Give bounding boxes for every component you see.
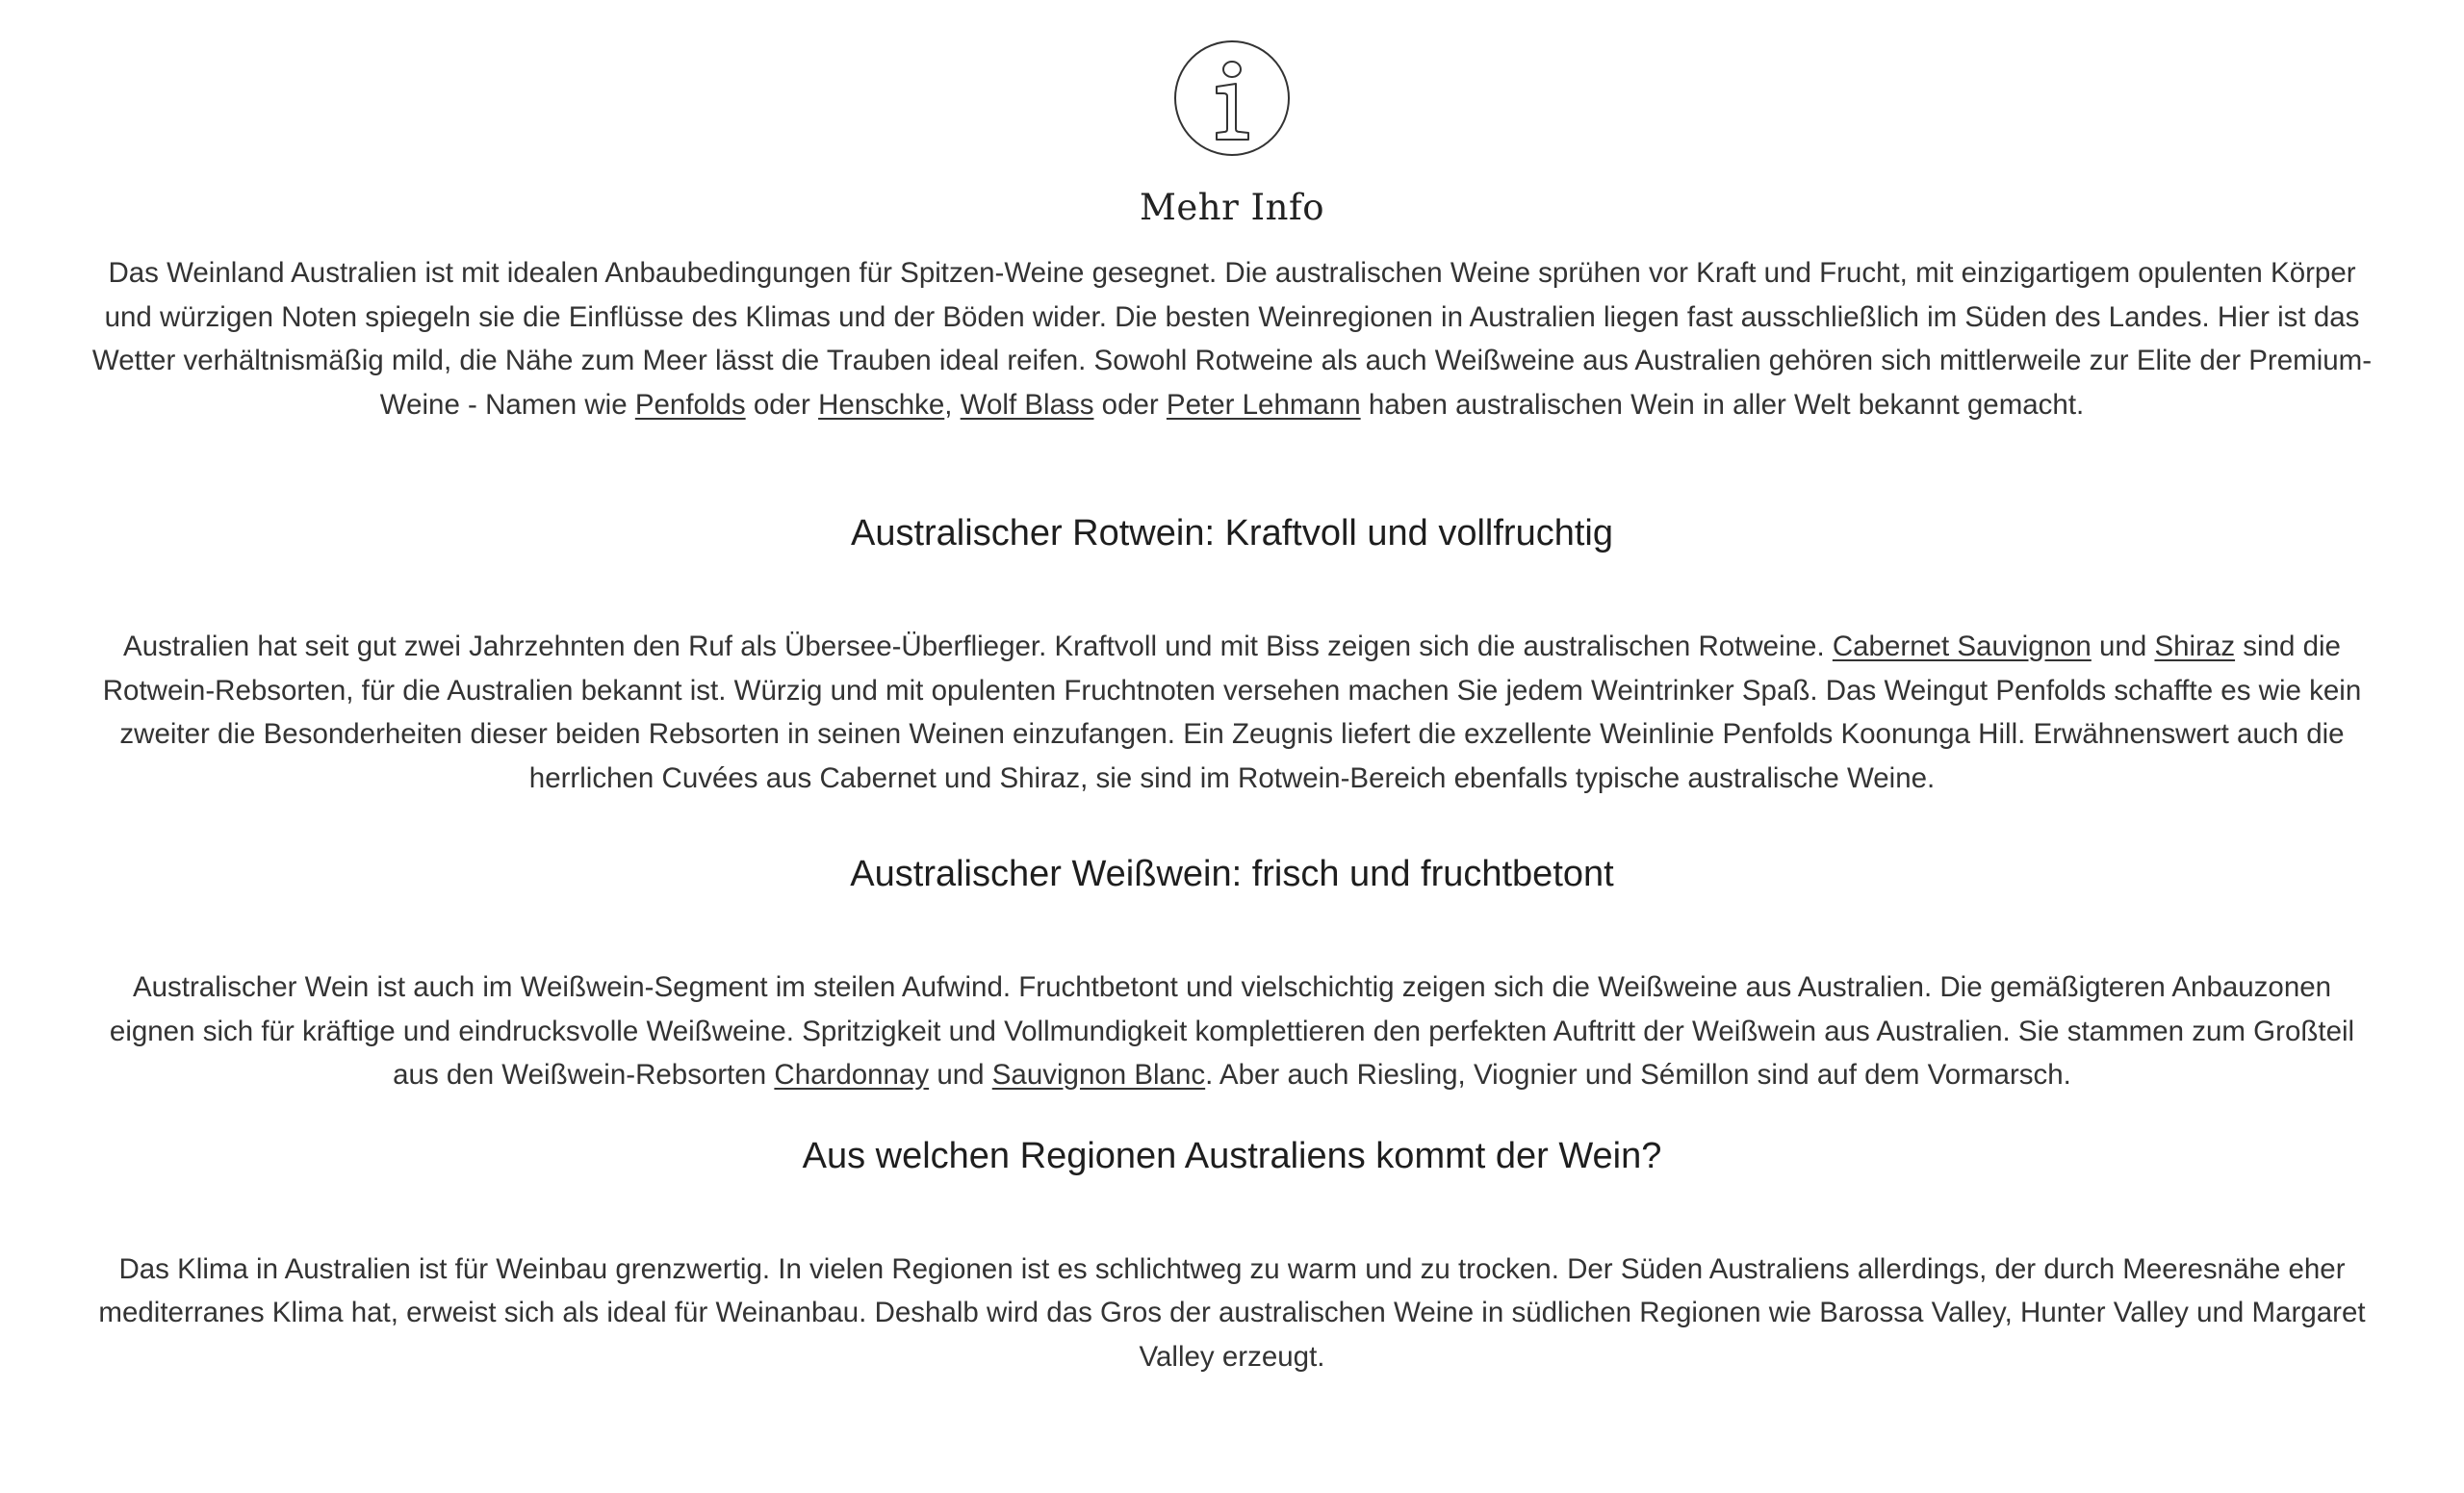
link-cabernet-sauvignon[interactable]: Cabernet Sauvignon [1832,631,2092,662]
link-penfolds[interactable]: Penfolds [634,388,746,421]
section-title: Mehr Info [1140,187,1324,228]
rotwein-paragraph [87,625,2377,800]
text-segment: Das Weinland Australien ist mit idealen Anbaubedingungen für Spitzen-Weine gesegnet. Die australischen Weine sprühen vor Kraft und Frucht, mit einzigartigem opulenten Körper und würzigen Noten spiegeln sie die Einflüsse des Klimas und der Böden wider. Die besten Weinregionen in Australien liegen fast ausschließlich im Süden des Landes. Hier ist das Wetter verhältnismäßig mild, die Nähe zum Meer lässt die Trauben ideal reifen. Sowohl Rotweine als auch Weißweine aus Australien gehören sich mittlerweile zur Elite der Premium-Weine - Namen wie [91,257,2373,421]
text-segment: Australischer Wein ist auch im Weißwein-Segment im steilen Aufwind. Fruchtbetont und vielschichtig zeigen sich die Weißweine aus Australien. Die gemäßigteren Anbauzonen eignen sich für kräftige und eindrucksvolle Weißweine. Spritzigkeit und Vollmundigkeit komplettieren den perfekten Auftritt der Weißwein aus Australien. Sie stammen zum Großteil aus den Weißwein-Rebsorten [109,971,2355,1091]
text-segment: haben australischen Wein in aller Welt bekannt gemacht. [1360,388,2085,421]
heading-regionen: Aus welchen Regionen Australiens kommt der Wein? [802,1135,1662,1176]
text-segment: sind die Rotwein-Rebsorten, für die Australien bekannt ist. Würzig und mit opulenten Fruchtnoten versehen machen Sie jedem Weintrinker Spaß. Das Weingut Penfolds schaffte es wie kein zweiter die Besonderheiten dieser beiden Rebsorten in seinen Weinen einzufangen. Ein Zeugnis liefert die exzellente Weinlinie Penfolds Koonunga Hill. Erwähnenswert auch die herrlichen Cuvées aus Cabernet und Shiraz, sie sind im Rotwein-Bereich ebenfalls typische australische Weine. [102,631,2362,794]
text-segment: oder [1093,388,1167,421]
link-chardonnay[interactable]: Chardonnay [774,1059,930,1091]
text-segment: , [944,388,961,421]
link-peter-lehmann[interactable]: Peter Lehmann [1166,388,1361,421]
text-segment: Australien hat seit gut zwei Jahrzehnten den Ruf als Übersee-Überflieger. Kraftvoll und mit Biss zeigen sich die australischen Rotweine. [123,631,1833,662]
regionen-paragraph [87,1248,2377,1379]
intro-paragraph [87,251,2377,426]
heading-rotwein: Australischer Rotwein: Kraftvoll und vollfruchtig [850,513,1613,553]
link-shiraz[interactable]: Shiraz [2154,631,2236,662]
link-wolf-blass[interactable]: Wolf Blass [960,388,1094,421]
link-sauvignon-blanc[interactable]: Sauvignon Blanc [991,1059,1206,1091]
info-icon [1172,39,1292,158]
text-segment: Das Klima in Australien ist für Weinbau grenzwertig. In vielen Regionen ist es schlichtweg zu warm und zu trocken. Der Süden Australiens allerdings, der durch Meeresnähe eher mediterranes Klima hat, erweist sich als ideal für Weinanbau. Deshalb wird das Gros der australischen Weine in südlichen Regionen wie Barossa Valley, Hunter Valley und Margaret Valley erzeugt. [98,1252,2366,1373]
link-henschke[interactable]: Henschke [818,388,945,421]
text-segment: und [929,1059,992,1091]
text-segment: . Aber auch Riesling, Viognier und Sémillon sind auf dem Vormarsch. [1205,1059,2071,1091]
text-segment: und [2091,631,2155,662]
heading-weisswein: Australischer Weißwein: frisch und fruchtbetont [850,854,1614,894]
text-segment: oder [745,388,819,421]
info-section [87,39,2377,1378]
weisswein-paragraph [87,965,2377,1097]
